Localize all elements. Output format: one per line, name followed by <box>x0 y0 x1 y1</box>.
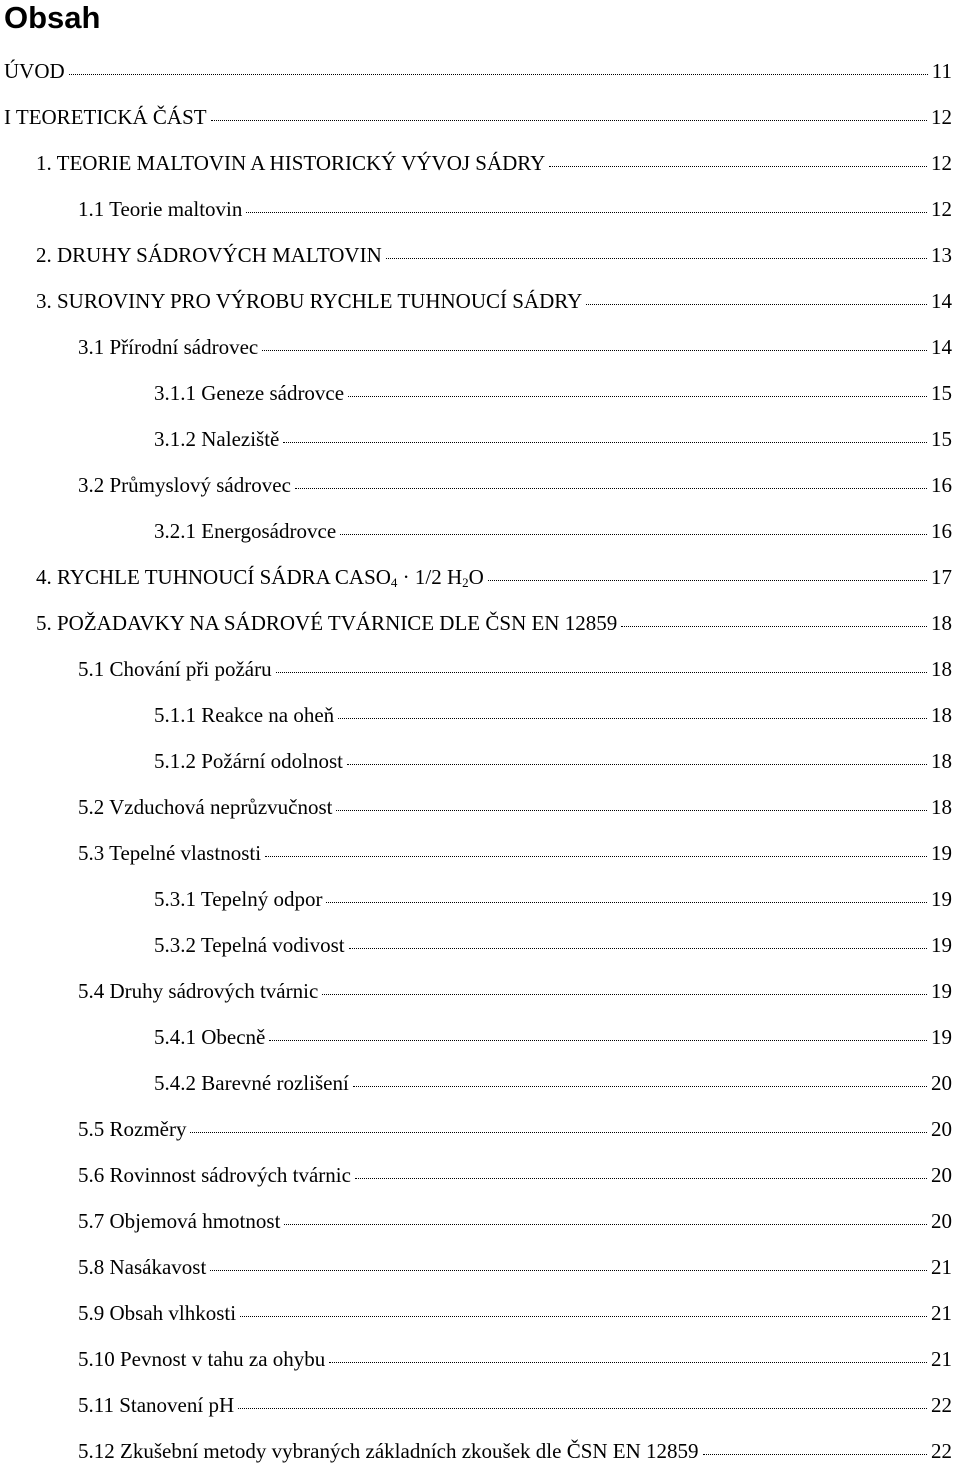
toc-label: 1.1 Teorie maltovin <box>78 197 243 221</box>
toc-entry[interactable] <box>78 792 952 822</box>
toc-label: 5.3.1 Tepelný odpor <box>154 887 323 911</box>
dot-leader <box>211 102 927 121</box>
toc-page: 21 <box>931 1301 952 1325</box>
toc-entry[interactable] <box>36 608 952 638</box>
toc-label: 5.3.2 Tepelná vodivost <box>154 933 345 957</box>
toc-label: 2. DRUHY SÁDROVÝCH MALTOVIN <box>36 243 382 267</box>
toc-page: 19 <box>931 933 952 957</box>
toc-page: 20 <box>931 1117 952 1141</box>
toc-page: 13 <box>931 243 952 267</box>
toc-page: 11 <box>931 59 952 83</box>
subscript: 4 <box>390 575 398 590</box>
toc-entry[interactable] <box>78 838 952 868</box>
toc-entry[interactable] <box>154 700 952 730</box>
toc-page: 15 <box>931 381 952 405</box>
toc-entry[interactable] <box>78 1206 952 1236</box>
dot-leader <box>386 240 927 259</box>
toc-entry[interactable] <box>78 1436 952 1466</box>
dot-leader <box>322 976 927 995</box>
toc-entry[interactable] <box>154 884 952 914</box>
toc-entry[interactable] <box>154 1068 952 1098</box>
toc-label: 5.1 Chování při požáru <box>78 657 272 681</box>
toc-page: 19 <box>931 887 952 911</box>
dot-leader <box>283 424 927 443</box>
toc-entry[interactable] <box>4 102 952 132</box>
toc-label: 5.12 Zkušební metody vybraných základních zkoušek dle ČSN EN 12859 <box>78 1439 699 1463</box>
dot-leader <box>355 1160 927 1179</box>
toc-label: I TEORETICKÁ ČÁST <box>4 105 207 129</box>
toc-label <box>36 562 484 592</box>
toc-entry[interactable] <box>78 1298 952 1328</box>
toc-page: 18 <box>931 703 952 727</box>
toc-label: 3.2 Průmyslový sádrovec <box>78 473 291 497</box>
toc-entry[interactable] <box>154 1022 952 1052</box>
toc-entry[interactable] <box>78 976 952 1006</box>
toc-entry[interactable] <box>78 654 952 684</box>
dot-leader <box>265 838 927 857</box>
toc-page: 21 <box>931 1347 952 1371</box>
dot-leader <box>347 746 927 765</box>
toc-entry[interactable] <box>154 516 952 546</box>
dot-leader <box>336 792 927 811</box>
toc-entry[interactable] <box>36 562 952 592</box>
dot-leader <box>338 700 927 719</box>
toc-entry[interactable] <box>36 286 952 316</box>
dot-leader <box>340 516 927 535</box>
toc-label: 3.1.2 Naleziště <box>154 427 280 451</box>
toc-page: 18 <box>931 657 952 681</box>
toc-page: 21 <box>931 1255 952 1279</box>
toc-label: 3.2.1 Energosádrovce <box>154 519 337 543</box>
dot-leader <box>488 562 927 581</box>
toc-label: 3.1 Přírodní sádrovec <box>78 335 259 359</box>
toc-label: 1. TEORIE MALTOVIN A HISTORICKÝ VÝVOJ SÁDRY <box>36 151 546 175</box>
toc-label: 5.11 Stanovení pH <box>78 1393 235 1417</box>
toc-page: 14 <box>931 335 952 359</box>
toc-entry[interactable] <box>78 1114 952 1144</box>
toc-entry[interactable] <box>78 194 952 224</box>
dot-leader <box>269 1022 927 1041</box>
toc-entry[interactable] <box>36 148 952 178</box>
toc-page: 18 <box>931 749 952 773</box>
toc-page: 14 <box>931 289 952 313</box>
toc-label: 5.1.2 Požární odolnost <box>154 749 343 773</box>
toc-label: 5. POŽADAVKY NA SÁDROVÉ TVÁRNICE DLE ČSN EN 12859 <box>36 611 618 635</box>
dot-leader <box>284 1206 927 1225</box>
toc-entry[interactable] <box>154 424 952 454</box>
toc-label: 5.4.1 Obecně <box>154 1025 266 1049</box>
dot-leader <box>621 608 927 627</box>
subscript: 2 <box>462 575 469 590</box>
toc-page: 19 <box>931 979 952 1003</box>
toc-label: ÚVOD <box>4 59 65 83</box>
toc-page: 12 <box>931 105 952 129</box>
toc-label: 5.6 Rovinnost sádrových tvárnic <box>78 1163 351 1187</box>
toc-page: 20 <box>931 1071 952 1095</box>
toc-label: 3.1.1 Geneze sádrovce <box>154 381 345 405</box>
dot-leader <box>326 884 927 903</box>
toc-label: 5.1.1 Reakce na oheň <box>154 703 335 727</box>
toc-label: 5.7 Objemová hmotnost <box>78 1209 281 1233</box>
toc-page: 20 <box>931 1209 952 1233</box>
toc-entry[interactable] <box>154 930 952 960</box>
page-title: Obsah <box>4 0 101 35</box>
toc-page: 22 <box>931 1393 952 1417</box>
toc-page: 19 <box>931 841 952 865</box>
toc-page: 17 <box>931 565 952 589</box>
toc-label: 5.4.2 Barevné rozlišení <box>154 1071 349 1095</box>
dot-leader <box>703 1436 927 1455</box>
toc-entry[interactable] <box>36 240 952 270</box>
toc-page: 15 <box>931 427 952 451</box>
toc-label-part: · 1/2 H <box>397 565 463 589</box>
dot-leader <box>69 56 928 75</box>
toc-entry[interactable] <box>78 1344 952 1374</box>
toc-label: 5.8 Nasákavost <box>78 1255 207 1279</box>
toc-label: 3. SUROVINY PRO VÝROBU RYCHLE TUHNOUCÍ SÁDRY <box>36 289 583 313</box>
dot-leader <box>329 1344 927 1363</box>
toc-entry[interactable] <box>78 470 952 500</box>
dot-leader <box>240 1298 927 1317</box>
toc-page: 18 <box>931 611 952 635</box>
dot-leader <box>262 332 927 351</box>
toc-entry[interactable] <box>78 1390 952 1420</box>
toc-label: 5.5 Rozměry <box>78 1117 187 1141</box>
dot-leader <box>276 654 927 673</box>
toc-label-part: O <box>468 565 484 589</box>
dot-leader <box>586 286 927 305</box>
toc-label: 5.4 Druhy sádrových tvárnic <box>78 979 319 1003</box>
toc-page: 12 <box>931 197 952 221</box>
dot-leader <box>349 930 927 949</box>
toc-label: 5.2 Vzduchová neprůzvučnost <box>78 795 333 819</box>
dot-leader <box>238 1390 927 1409</box>
toc-label: 5.10 Pevnost v tahu za ohybu <box>78 1347 326 1371</box>
toc-label-part: 4. RYCHLE TUHNOUCÍ SÁDRA CASO <box>36 565 391 589</box>
toc-entry[interactable] <box>78 332 952 362</box>
toc-page: 19 <box>931 1025 952 1049</box>
toc-page: 18 <box>931 795 952 819</box>
dot-leader <box>246 194 927 213</box>
toc-page: 12 <box>931 151 952 175</box>
toc-entry[interactable] <box>78 1160 952 1190</box>
toc-entry[interactable] <box>78 1252 952 1282</box>
toc-entry[interactable] <box>154 378 952 408</box>
toc-entry[interactable] <box>4 56 952 86</box>
toc-label: 5.9 Obsah vlhkosti <box>78 1301 237 1325</box>
dot-leader <box>348 378 927 397</box>
dot-leader <box>190 1114 927 1133</box>
toc-page: 20 <box>931 1163 952 1187</box>
toc-label: 5.3 Tepelné vlastnosti <box>78 841 262 865</box>
dot-leader <box>210 1252 927 1271</box>
toc-page: 16 <box>931 473 952 497</box>
dot-leader <box>295 470 927 489</box>
dot-leader <box>549 148 927 167</box>
toc-page: 22 <box>931 1439 952 1463</box>
toc-entry[interactable] <box>154 746 952 776</box>
toc-page: 16 <box>931 519 952 543</box>
dot-leader <box>353 1068 927 1087</box>
